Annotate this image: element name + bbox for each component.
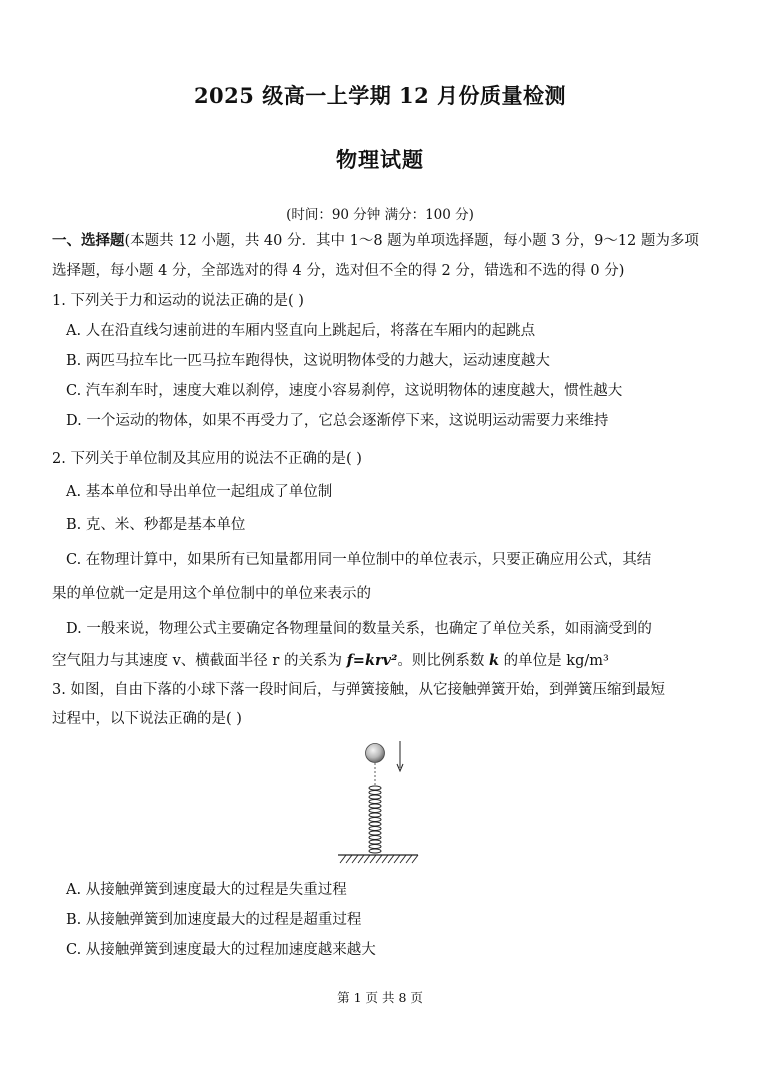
q1-stem: 1. 下列关于力和运动的说法正确的是( ) xyxy=(52,293,304,309)
spring-ball-figure xyxy=(330,738,430,868)
q3-option-a: A. 从接触弹簧到速度最大的过程是失重过程 xyxy=(66,882,347,898)
q1-option-c: C. 汽车刹车时，速度大难以刹停，速度小容易刹停，这说明物体的速度越大，惯性越大 xyxy=(66,383,623,399)
q2-option-d-cont xyxy=(52,651,609,671)
q2-d-text-end: 的单位是 kg/m³ xyxy=(499,653,609,669)
exam-meta: (时间：90 分钟 满分：100 分) xyxy=(286,207,474,223)
q2-option-c: C. 在物理计算中，如果所有已知量都用同一单位制中的单位表示，只要正确应用公式，其结 xyxy=(66,552,652,568)
ground-hatch xyxy=(340,855,418,863)
q3-option-c: C. 从接触弹簧到速度最大的过程加速度越来越大 xyxy=(66,942,376,958)
q2-option-c-cont: 果的单位就一定是用这个单位制中的单位来表示的 xyxy=(52,586,371,602)
ball xyxy=(366,744,385,763)
q2-option-a: A. 基本单位和导出单位一起组成了单位制 xyxy=(66,484,333,500)
q1-option-b: B. 两匹马拉车比一匹马拉车跑得快，这说明物体受的力越大，运动速度越大 xyxy=(66,353,550,369)
q3-option-b: B. 从接触弹簧到加速度最大的过程是超重过程 xyxy=(66,912,362,928)
q1-option-d: D. 一个运动的物体，如果不再受力了，它总会逐渐停下来，这说明运动需要力来维持 xyxy=(66,413,609,429)
section-intro-line2: 选择题，每小题 4 分，全部选对的得 4 分，选对但不全的得 2 分，错选和不选的得 0 分) xyxy=(52,263,625,279)
q1-option-a: A. 人在沿直线匀速前进的车厢内竖直向上跳起后，将落在车厢内的起跳点 xyxy=(66,323,536,339)
q2-d-text-mid: 。则比例系数 xyxy=(397,653,490,669)
section-heading: 一、选择题 xyxy=(52,232,125,249)
exam-title: 2025 级高一上学期 12 月份质量检测 xyxy=(193,83,567,108)
q2-d-text: 空气阻力与其速度 v、横截面半径 r 的关系为 xyxy=(52,653,347,669)
q2-option-d: D. 一般来说，物理公式主要确定各物理量间的数量关系，也确定了单位关系，如雨滴受到的 xyxy=(66,621,652,637)
page-number: 第 1 页 共 8 页 xyxy=(337,990,423,1005)
section-intro-text: (本题共 12 小题，共 40 分．其中 1～8 题为单项选择题，每小题 3 分，9～12 题为多项 xyxy=(124,233,699,249)
q2-d-k: k xyxy=(489,652,500,669)
spring xyxy=(369,786,381,853)
exam-subject: 物理试题 xyxy=(336,147,424,172)
q2-d-formula: f=krv² xyxy=(346,652,398,669)
section-intro-line1 xyxy=(52,231,699,251)
q3-stem-line2: 过程中，以下说法正确的是( ) xyxy=(52,711,242,727)
q2-stem: 2. 下列关于单位制及其应用的说法不正确的是( ) xyxy=(52,451,362,467)
q3-stem-line1: 3. 如图，自由下落的小球下落一段时间后，与弹簧接触，从它接触弹簧开始，到弹簧压缩到最短 xyxy=(52,682,665,698)
q2-option-b: B. 克、米、秒都是基本单位 xyxy=(66,517,246,533)
